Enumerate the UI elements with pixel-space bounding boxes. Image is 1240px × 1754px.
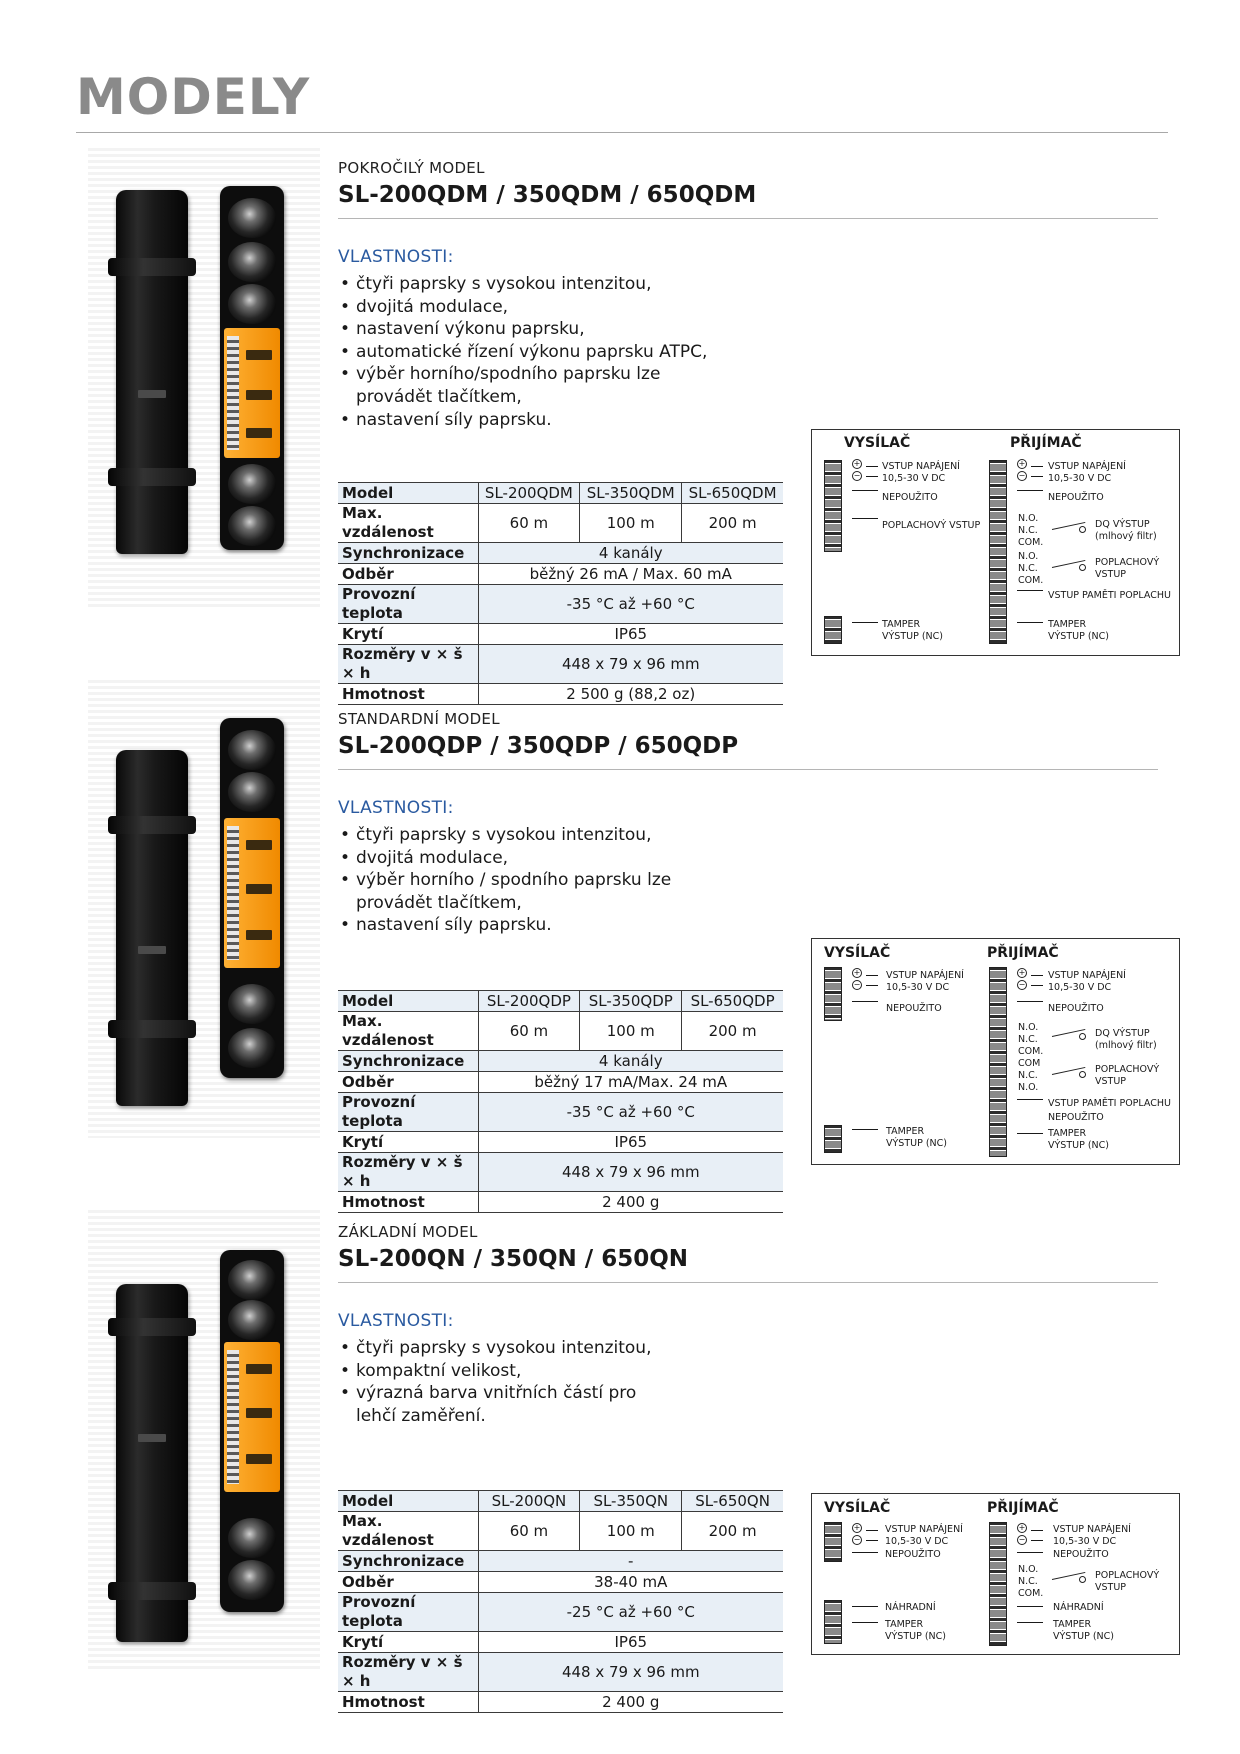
spec-cell: 60 m (478, 1012, 580, 1051)
spec-label: Rozměry v × š × h (338, 1653, 478, 1692)
feature-item: • výběr horního / spodního paprsku lze provádět tlačítkem, (338, 869, 678, 914)
transmitter-unit (116, 190, 188, 554)
spec-cell: IP65 (478, 624, 783, 645)
wiring-label: NEPOUŽITO (886, 1003, 942, 1014)
wiring-label: COM. (1018, 537, 1044, 548)
spec-label: Model (338, 483, 478, 504)
spec-cell: SL-200QN (478, 1491, 580, 1512)
spec-cell: IP65 (478, 1632, 783, 1653)
wiring-label: VÝSTUP (NC) (1048, 631, 1109, 642)
wiring-label: NEPOUŽITO (1053, 1549, 1109, 1560)
spec-label: Provozní teplota (338, 1093, 478, 1132)
spec-cell: 200 m (682, 504, 783, 543)
terminal-block (989, 967, 1007, 1157)
spec-cell: 448 x 79 x 96 mm (478, 1153, 783, 1192)
spec-label: Odběr (338, 564, 478, 585)
spec-label: Synchronizace (338, 1551, 478, 1572)
wiring-label: 10,5-30 V DC (885, 1536, 949, 1547)
title-divider (338, 218, 1158, 219)
features-heading: VLASTNOSTI: (338, 1311, 454, 1331)
wiring-label: 10,5-30 V DC (1053, 1536, 1117, 1547)
feature-item: • čtyři paprsky s vysokou intenzitou, (338, 824, 768, 847)
transmitter-heading: VYSÍLAČ (844, 435, 911, 451)
spec-cell: SL-350QDP (580, 991, 682, 1012)
product-photo (88, 148, 320, 610)
wiring-label: VÝSTUP (NC) (885, 1631, 946, 1642)
spec-label: Synchronizace (338, 543, 478, 564)
heading-divider (76, 132, 1168, 133)
wiring-label: 10,5-30 V DC (886, 982, 950, 993)
spec-label: Max. vzdálenost (338, 504, 478, 543)
wiring-label: 10,5-30 V DC (1048, 473, 1112, 484)
spec-cell: SL-350QDM (580, 483, 682, 504)
title-divider (338, 769, 1158, 770)
spec-cell: SL-200QDP (478, 991, 580, 1012)
spec-cell: SL-650QDM (682, 483, 783, 504)
features-heading: VLASTNOSTI: (338, 247, 454, 267)
model-category: POKROČILÝ MODEL (338, 159, 485, 177)
spec-cell: 4 kanály (478, 1051, 783, 1072)
wiring-label: 10,5-30 V DC (1048, 982, 1112, 993)
wiring-label: VÝSTUP (NC) (1053, 1631, 1114, 1642)
spec-label: Provozní teplota (338, 1593, 478, 1632)
spec-cell: IP65 (478, 1132, 783, 1153)
spec-cell: běžný 17 mA/Max. 24 mA (478, 1072, 783, 1093)
wiring-label: NÁHRADNÍ (885, 1602, 936, 1613)
features-list (338, 1337, 768, 1427)
wiring-diagram: VYSÍLAČ PŘIJÍMAČ + − VSTUP NAPÁJENÍ 10,5-30 V DC NEPOUŽITO NÁHRADNÍ TAMPER VÝSTUP (NC) + − VSTUP NAPÁJENÍ 10,5-30 V DC NEPOUŽITO N.O. N.C. COM. POPLACHOVÝ VSTUP NÁHRADNÍ TAMPER VÝSTUP (NC) (811, 1493, 1180, 1655)
wiring-label: NEPOUŽITO (1048, 492, 1104, 503)
wiring-label: N.O. (1018, 513, 1039, 524)
wiring-label: VSTUP (1095, 1582, 1127, 1593)
wiring-label: NEPOUŽITO (1048, 1112, 1104, 1123)
transmitter-heading: VYSÍLAČ (824, 945, 891, 961)
wiring-label: NÁHRADNÍ (1053, 1602, 1104, 1613)
features-list (338, 824, 768, 937)
spec-label: Model (338, 991, 478, 1012)
title-divider (338, 1282, 1158, 1283)
wiring-label: N.C. (1018, 1070, 1038, 1081)
spec-label: Rozměry v × š × h (338, 645, 478, 684)
spec-cell: 60 m (478, 1512, 580, 1551)
features-heading: VLASTNOSTI: (338, 798, 454, 818)
spec-cell: 448 x 79 x 96 mm (478, 1653, 783, 1692)
wiring-label: N.C. (1018, 563, 1038, 574)
model-title: SL-200QDP / 350QDP / 650QDP (338, 733, 739, 759)
spec-label: Max. vzdálenost (338, 1512, 478, 1551)
wiring-label: POPLACHOVÝ (1095, 557, 1160, 568)
spec-cell: 2 400 g (478, 1692, 783, 1713)
model-category: STANDARDNÍ MODEL (338, 710, 500, 728)
spec-table (338, 482, 783, 705)
wiring-label: TAMPER (885, 1619, 924, 1630)
spec-label: Provozní teplota (338, 585, 478, 624)
wiring-label: TAMPER (882, 619, 921, 630)
spec-cell: -25 °C až +60 °C (478, 1593, 783, 1632)
wiring-label: VSTUP NAPÁJENÍ (1048, 970, 1126, 981)
feature-item: • nastavení výkonu paprsku, (338, 318, 768, 341)
spec-cell: - (478, 1551, 783, 1572)
spec-label: Hmotnost (338, 1692, 478, 1713)
spec-cell: -35 °C až +60 °C (478, 585, 783, 624)
receiver-heading: PŘIJÍMAČ (987, 1500, 1059, 1516)
product-photo (88, 680, 320, 1138)
terminal-block (989, 1522, 1007, 1646)
feature-item: • výběr horního/spodního paprsku lze provádět tlačítkem, (338, 363, 668, 408)
transmitter-heading: VYSÍLAČ (824, 1500, 891, 1516)
spec-cell: 38-40 mA (478, 1572, 783, 1593)
receiver-heading: PŘIJÍMAČ (987, 945, 1059, 961)
wiring-label: N.O. (1018, 1564, 1039, 1575)
wiring-label: VSTUP PAMĚTI POPLACHU (1048, 1098, 1171, 1109)
spec-cell: SL-650QN (682, 1491, 783, 1512)
receiver-unit (220, 186, 284, 550)
spec-label: Max. vzdálenost (338, 1012, 478, 1051)
spec-label: Hmotnost (338, 1192, 478, 1213)
wiring-diagram: VYSÍLAČ PŘIJÍMAČ + − VSTUP NAPÁJENÍ 10,5-30 V DC NEPOUŽITO TAMPER VÝSTUP (NC) + − VSTUP NAPÁJENÍ 10,5-30 V DC NEPOUŽITO N.O. N.C. COM. DQ VÝSTUP (mlhový filtr) COM N.C. N.O. POPLACHOVÝ VSTUP VSTUP PAMĚTI POPLACHU NEPOUŽITO TAMPER VÝSTUP (NC) (811, 938, 1180, 1165)
spec-cell: SL-350QN (580, 1491, 682, 1512)
spec-cell: -35 °C až +60 °C (478, 1093, 783, 1132)
wiring-label: TAMPER (1053, 1619, 1092, 1630)
wiring-label: VÝSTUP (NC) (886, 1138, 947, 1149)
wiring-label: DQ VÝSTUP (1095, 1028, 1150, 1039)
feature-item: • automatické řízení výkonu paprsku ATPC, (338, 341, 768, 364)
spec-cell: běžný 26 mA / Max. 60 mA (478, 564, 783, 585)
wiring-label: NEPOUŽITO (1048, 1003, 1104, 1014)
terminal-block (824, 616, 842, 644)
spec-cell: 200 m (682, 1512, 783, 1551)
spec-table (338, 990, 783, 1213)
spec-label: Odběr (338, 1072, 478, 1093)
wiring-label: N.C. (1018, 525, 1038, 536)
terminal-block (824, 460, 842, 552)
feature-item: • nastavení síly paprsku. (338, 914, 768, 937)
spec-label: Krytí (338, 1632, 478, 1653)
spec-cell: 2 400 g (478, 1192, 783, 1213)
wiring-label: VSTUP NAPÁJENÍ (886, 970, 964, 981)
spec-cell: 448 x 79 x 96 mm (478, 645, 783, 684)
wiring-label: N.O. (1018, 551, 1039, 562)
spec-label: Rozměry v × š × h (338, 1153, 478, 1192)
wiring-label: VSTUP NAPÁJENÍ (1048, 461, 1126, 472)
spec-label: Odběr (338, 1572, 478, 1593)
wiring-label: POPLACHOVÝ (1095, 1570, 1160, 1581)
spec-label: Krytí (338, 1132, 478, 1153)
terminal-block (824, 1522, 842, 1562)
wiring-label: POPLACHOVÝ VSTUP (882, 520, 981, 531)
feature-item: • nastavení síly paprsku. (338, 409, 768, 432)
spec-label: Krytí (338, 624, 478, 645)
wiring-diagram: VYSÍLAČ PŘIJÍMAČ + − VSTUP NAPÁJENÍ 10,5-30 V DC NEPOUŽITO POPLACHOVÝ VSTUP TAMPER VÝSTUP (NC) + − VSTUP NAPÁJENÍ 10,5-30 V DC NEPOUŽITO N.O. N.C. COM. DQ VÝSTUP (mlhový filtr) N.O. N.C. COM. POPLACHOVÝ VSTUP VSTUP PAMĚTI POPLACHU TAMPER VÝSTUP (NC) (811, 429, 1180, 656)
receiver-unit (220, 718, 284, 1078)
feature-item: • čtyři paprsky s vysokou intenzitou, (338, 1337, 768, 1360)
spec-label: Hmotnost (338, 684, 478, 705)
wiring-label: VSTUP PAMĚTI POPLACHU (1048, 590, 1171, 601)
spec-cell: SL-650QDP (682, 991, 783, 1012)
transmitter-unit (116, 750, 188, 1106)
wiring-label: VSTUP NAPÁJENÍ (882, 461, 960, 472)
spec-cell: 2 500 g (88,2 oz) (478, 684, 783, 705)
wiring-label: POPLACHOVÝ (1095, 1064, 1160, 1075)
spec-label: Synchronizace (338, 1051, 478, 1072)
spec-cell: 60 m (478, 504, 580, 543)
product-photo (88, 1210, 320, 1670)
wiring-label: N.O. (1018, 1082, 1039, 1093)
feature-item: • čtyři paprsky s vysokou intenzitou, (338, 273, 768, 296)
feature-item: • dvojitá modulace, (338, 847, 768, 870)
model-title: SL-200QN / 350QN / 650QN (338, 1246, 689, 1272)
model-category: ZÁKLADNÍ MODEL (338, 1223, 478, 1241)
wiring-label: COM (1018, 1058, 1041, 1069)
transmitter-unit (116, 1284, 188, 1642)
spec-cell: 100 m (580, 1512, 682, 1551)
wiring-label: TAMPER (1048, 619, 1087, 630)
wiring-label: TAMPER (886, 1126, 925, 1137)
wiring-label: DQ VÝSTUP (1095, 519, 1150, 530)
spec-cell: 4 kanály (478, 543, 783, 564)
features-list (338, 273, 768, 431)
wiring-label: COM. (1018, 1588, 1044, 1599)
spec-cell: SL-200QDM (478, 483, 580, 504)
wiring-label: VÝSTUP (NC) (882, 631, 943, 642)
wiring-label: N.C. (1018, 1034, 1038, 1045)
wiring-label: VSTUP NAPÁJENÍ (885, 1524, 963, 1535)
receiver-unit (220, 1250, 284, 1612)
feature-item: • výrazná barva vnitřních částí pro lehčí zaměření. (338, 1382, 638, 1427)
wiring-label: COM. (1018, 1046, 1044, 1057)
terminal-block (989, 460, 1007, 644)
wiring-label: N.C. (1018, 1576, 1038, 1587)
page-heading: MODELY (76, 68, 311, 126)
wiring-label: NEPOUŽITO (885, 1549, 941, 1560)
wiring-label: NEPOUŽITO (882, 492, 938, 503)
model-title: SL-200QDM / 350QDM / 650QDM (338, 182, 757, 208)
spec-cell: 200 m (682, 1012, 783, 1051)
wiring-label: VSTUP (1095, 569, 1127, 580)
wiring-label: (mlhový filtr) (1095, 1040, 1157, 1051)
terminal-block (824, 1600, 842, 1644)
receiver-heading: PŘIJÍMAČ (1010, 435, 1082, 451)
wiring-label: N.O. (1018, 1022, 1039, 1033)
wiring-label: VÝSTUP (NC) (1048, 1140, 1109, 1151)
wiring-label: TAMPER (1048, 1128, 1087, 1139)
wiring-label: VSTUP NAPÁJENÍ (1053, 1524, 1131, 1535)
feature-item: • dvojitá modulace, (338, 296, 768, 319)
wiring-label: (mlhový filtr) (1095, 531, 1157, 542)
terminal-block (824, 1125, 842, 1153)
spec-table (338, 1490, 783, 1713)
spec-label: Model (338, 1491, 478, 1512)
terminal-block (824, 967, 842, 1021)
spec-cell: 100 m (580, 1012, 682, 1051)
wiring-label: COM. (1018, 575, 1044, 586)
feature-item: • kompaktní velikost, (338, 1360, 768, 1383)
spec-cell: 100 m (580, 504, 682, 543)
wiring-label: VSTUP (1095, 1076, 1127, 1087)
wiring-label: 10,5-30 V DC (882, 473, 946, 484)
